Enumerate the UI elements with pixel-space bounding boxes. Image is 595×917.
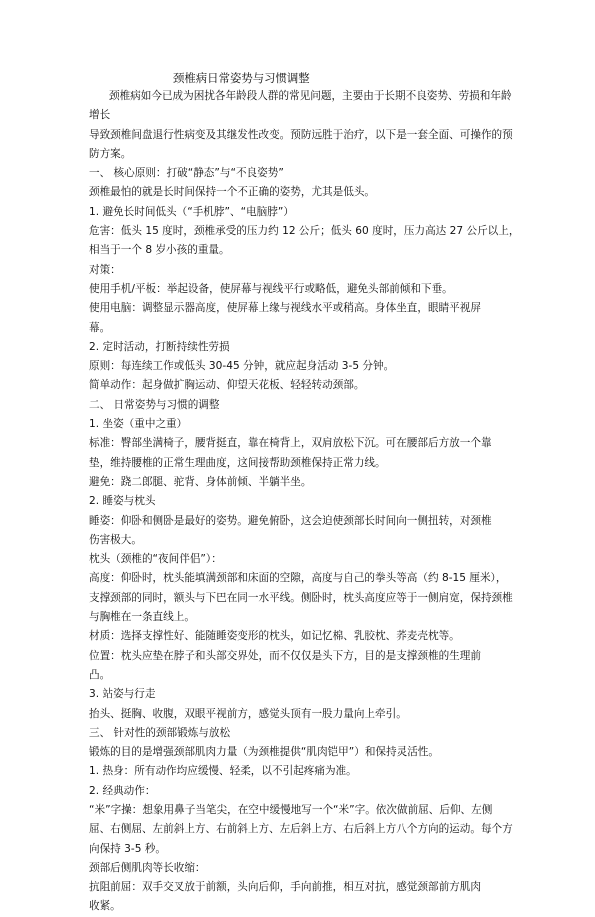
body-line: 使用电脑：调整显示器高度，使屏幕上缘与视线水平或稍高。身体坐直，眼睛平视屏 bbox=[89, 302, 481, 315]
body-line: 简单动作：起身做扩胸运动、仰望天花板、轻轻转动颈部。 bbox=[89, 379, 365, 392]
document-title: 颈椎病日常姿势与习惯调整 bbox=[173, 71, 310, 85]
body-line: 抗阻前屈：双手交叉放于前额，头向后仰，手向前推，相互对抗，感觉颈部前方肌肉 bbox=[89, 881, 481, 894]
body-line: 锻炼的目的是增强颈部肌肉力量（为颈椎提供“肌肉铠甲”）和保持灵活性。 bbox=[89, 746, 439, 759]
body-line: 幕。 bbox=[89, 321, 111, 334]
body-line: 向保持 3-5 秒。 bbox=[89, 842, 167, 855]
body-line: 与胸椎在一条直线上。 bbox=[89, 611, 195, 624]
body-line: 伤害极大。 bbox=[89, 533, 142, 546]
body-line: 垫，维持腰椎的正常生理曲度，这间接帮助颈椎保持正常力线。 bbox=[89, 456, 386, 469]
body-line: 高度：仰卧时，枕头能填满颈部和床面的空隙，高度与自己的拳头等高（约 8-15 厘米）， bbox=[89, 572, 507, 585]
body-line: 位置：枕头应垫在脖子和头部交界处，而不仅仅是头下方，目的是支撑颈椎的生理前 bbox=[89, 649, 481, 662]
body-line: 凸。 bbox=[89, 668, 111, 681]
body-line: 材质：选择支撑性好、能随睡姿变形的枕头，如记忆棉、乳胶枕、荞麦壳枕等。 bbox=[89, 630, 460, 643]
body-line: 抬头、挺胸、收腹，双眼平视前方，感觉头顶有一股力量向上牵引。 bbox=[89, 707, 407, 720]
body-line: 颈椎最怕的就是长时间保持一个不正确的姿势，尤其是低头。 bbox=[89, 186, 376, 199]
body-line: 标准：臀部坐满椅子，腰背挺直，靠在椅背上，双肩放松下沉。可在腰部后方放一个靠 bbox=[89, 437, 492, 450]
section-heading-2: 二、 日常姿势与习惯的调整 bbox=[89, 398, 220, 411]
subheading: 2. 睡姿与枕头 bbox=[89, 495, 156, 508]
subheading: 2. 定时活动，打断持续性劳损 bbox=[89, 340, 230, 353]
body-line: 避免：跷二郎腿、驼背、身体前倾、半躺半坐。 bbox=[89, 475, 312, 488]
body-line: 对策： bbox=[89, 263, 121, 276]
body-line: 支撑颈部的同时，额头与下巴在同一水平线。侧卧时，枕头高度应等于一侧肩宽，保持颈椎 bbox=[89, 591, 513, 604]
body-line: 颈部后侧肌肉等长收缩： bbox=[89, 861, 206, 874]
subheading: 1. 坐姿（重中之重） bbox=[89, 418, 188, 431]
body-line: 危害：低头 15 度时，颈椎承受的压力约 12 公斤；低头 60 度时，压力高达 27 公斤以上， bbox=[89, 225, 520, 238]
body-line: 屈、右侧屈、左前斜上方、右前斜上方、左后斜上方、右后斜上方八个方向的运动。每个方 bbox=[89, 823, 513, 836]
body-line: 枕头（颈椎的“夜间伴侣”）： bbox=[89, 553, 222, 566]
intro-paragraph-line: 防方案。 bbox=[89, 147, 132, 160]
section-heading-3: 三、 针对性的颈部锻炼与放松 bbox=[89, 726, 231, 739]
body-line: 收紧。 bbox=[89, 900, 121, 913]
document-body bbox=[89, 69, 529, 917]
intro-paragraph-line: 增长 bbox=[89, 109, 111, 122]
body-line: 原则：每连续工作或低头 30-45 分钟，就应起身活动 3-5 分钟。 bbox=[89, 360, 395, 373]
intro-paragraph-line: 颈椎病如今已成为困扰各年龄段人群的常见问题，主要由于长期不良姿势、劳损和年龄 bbox=[109, 90, 512, 102]
body-line: 相当于一个 8 岁小孩的重量。 bbox=[89, 244, 230, 257]
section-heading-1: 一、 核心原则：打破“静态”与“不良姿势” bbox=[89, 167, 284, 180]
subheading: 1. 避免长时间低头（“手机脖”、“电脑脖”） bbox=[89, 205, 294, 218]
body-line: 睡姿：仰卧和侧卧是最好的姿势。避免俯卧，这会迫使颈部长时间向一侧扭转，对颈椎 bbox=[89, 514, 492, 527]
body-line: “米”字操：想象用鼻子当笔尖，在空中缓慢地写一个“米”字。依次做前屈、后仰、左侧 bbox=[89, 803, 493, 816]
subheading: 3. 站姿与行走 bbox=[89, 688, 156, 701]
subheading: 2. 经典动作： bbox=[89, 784, 156, 797]
body-line: 使用手机/平板：举起设备，使屏幕与视线平行或略低，避免头部前倾和下垂。 bbox=[89, 282, 453, 295]
subheading: 1. 热身：所有动作均应缓慢、轻柔，以不引起疼痛为准。 bbox=[89, 765, 357, 778]
intro-paragraph-line: 导致颈椎间盘退行性病变及其继发性改变。预防远胜于治疗，以下是一套全面、可操作的预 bbox=[89, 128, 513, 141]
